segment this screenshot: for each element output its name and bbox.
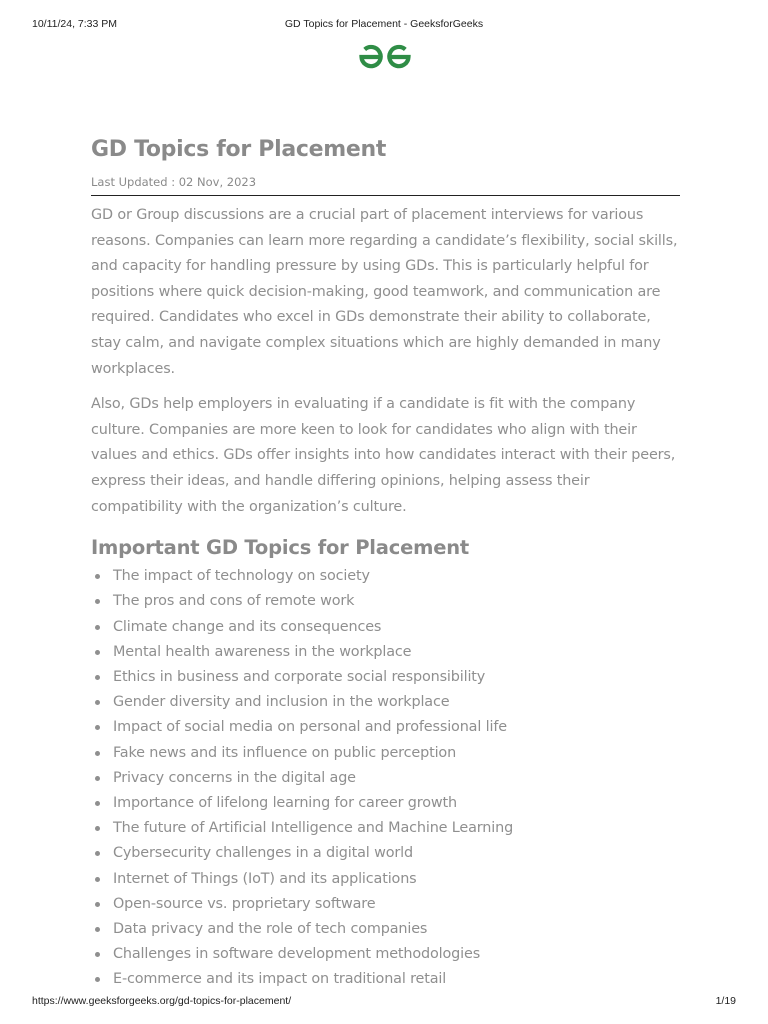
print-footer bbox=[32, 995, 736, 1009]
bullet-icon bbox=[95, 574, 100, 579]
list-item bbox=[91, 690, 680, 715]
list-item bbox=[91, 967, 680, 992]
section-title: Important GD Topics for Placement bbox=[91, 536, 470, 560]
bullet-icon bbox=[95, 952, 100, 957]
list-item bbox=[91, 589, 680, 614]
list-item bbox=[91, 841, 680, 866]
list-item bbox=[91, 942, 680, 967]
list-item bbox=[91, 564, 680, 589]
topic-text: Cybersecurity challenges in a digital world bbox=[113, 845, 413, 862]
list-item bbox=[91, 917, 680, 942]
topic-text: The impact of technology on society bbox=[113, 568, 370, 585]
bullet-icon bbox=[95, 877, 100, 882]
list-item bbox=[91, 665, 680, 690]
topic-text: Climate change and its consequences bbox=[113, 618, 382, 635]
list-item bbox=[91, 640, 680, 665]
list-item bbox=[91, 715, 680, 740]
intro-paragraph-1: GD or Group discussions are a crucial part of placement interviews for various reasons. Companies can learn more regarding a candidate’s flexibility, social skills, and capacity for handling pressure by using GDs. This is particularly helpful for positions where quick decision-making, good teamwork, and communication are required. Candidates who excel in GDs demonstrate their ability to collaborate, stay calm, and navigate complex situations which are highly demanded in many workplaces. bbox=[91, 207, 678, 377]
topic-text: Gender diversity and inclusion in the workplace bbox=[113, 694, 450, 711]
topic-text: Mental health awareness in the workplace bbox=[113, 643, 412, 660]
topic-text: Impact of social media on personal and professional life bbox=[113, 719, 507, 736]
topic-text: Privacy concerns in the digital age bbox=[113, 769, 356, 786]
article-title: GD Topics for Placement bbox=[91, 137, 387, 162]
topic-text: Internet of Things (IoT) and its applications bbox=[113, 870, 417, 887]
list-item bbox=[91, 615, 680, 640]
bullet-icon bbox=[95, 625, 100, 630]
print-doc-title: GD Topics for Placement - GeeksforGeeks bbox=[284, 18, 484, 30]
page-url[interactable]: https://www.geeksforgeeks.org/gd-topics-for-placement/ bbox=[32, 995, 292, 1007]
list-item bbox=[91, 766, 680, 791]
topic-text: Open-source vs. proprietary software bbox=[113, 895, 376, 912]
topic-list bbox=[91, 564, 680, 992]
list-item bbox=[91, 791, 680, 816]
print-datetime: 10/11/24, 7:33 PM bbox=[32, 18, 118, 30]
topic-text: Fake news and its influence on public perception bbox=[113, 744, 457, 761]
bullet-icon bbox=[95, 751, 100, 756]
topic-text: Ethics in business and corporate social responsibility bbox=[113, 668, 486, 685]
list-item bbox=[91, 867, 680, 892]
intro-paragraph-2: Also, GDs help employers in evaluating if a candidate is fit with the company culture. Companies are more keen to look for candidates who align with their values and ethics. GDs offer insights into how candidates interact with their peers, express their ideas, and handle differing opinions, helping assess their compatibility with the organization’s culture. bbox=[91, 396, 676, 515]
topic-text: Importance of lifelong learning for career growth bbox=[113, 794, 457, 811]
list-item bbox=[91, 892, 680, 917]
topic-text: The pros and cons of remote work bbox=[113, 593, 355, 610]
bullet-icon bbox=[95, 927, 100, 932]
topic-text: E-commerce and its impact on traditional retail bbox=[113, 971, 447, 988]
page-number: 1/19 bbox=[715, 995, 736, 1007]
bullet-icon bbox=[95, 675, 100, 680]
bullet-icon bbox=[95, 650, 100, 655]
topic-text: Data privacy and the role of tech companies bbox=[113, 920, 428, 937]
bullet-icon bbox=[95, 851, 100, 856]
bullet-icon bbox=[95, 977, 100, 982]
bullet-icon bbox=[95, 902, 100, 907]
topic-text: Challenges in software development methodologies bbox=[113, 946, 481, 963]
bullet-icon bbox=[95, 826, 100, 831]
last-updated: Last Updated : 02 Nov, 2023 bbox=[91, 174, 680, 196]
article-content bbox=[91, 133, 680, 993]
print-header bbox=[32, 18, 736, 32]
list-item bbox=[91, 741, 680, 766]
bullet-icon bbox=[95, 776, 100, 781]
bullet-icon bbox=[95, 599, 100, 604]
list-item bbox=[91, 816, 680, 841]
bullet-icon bbox=[95, 700, 100, 705]
geeksforgeeks-logo-icon[interactable] bbox=[357, 44, 413, 70]
bullet-icon bbox=[95, 801, 100, 806]
bullet-icon bbox=[95, 725, 100, 730]
topic-text: The future of Artificial Intelligence and Machine Learning bbox=[113, 820, 514, 837]
